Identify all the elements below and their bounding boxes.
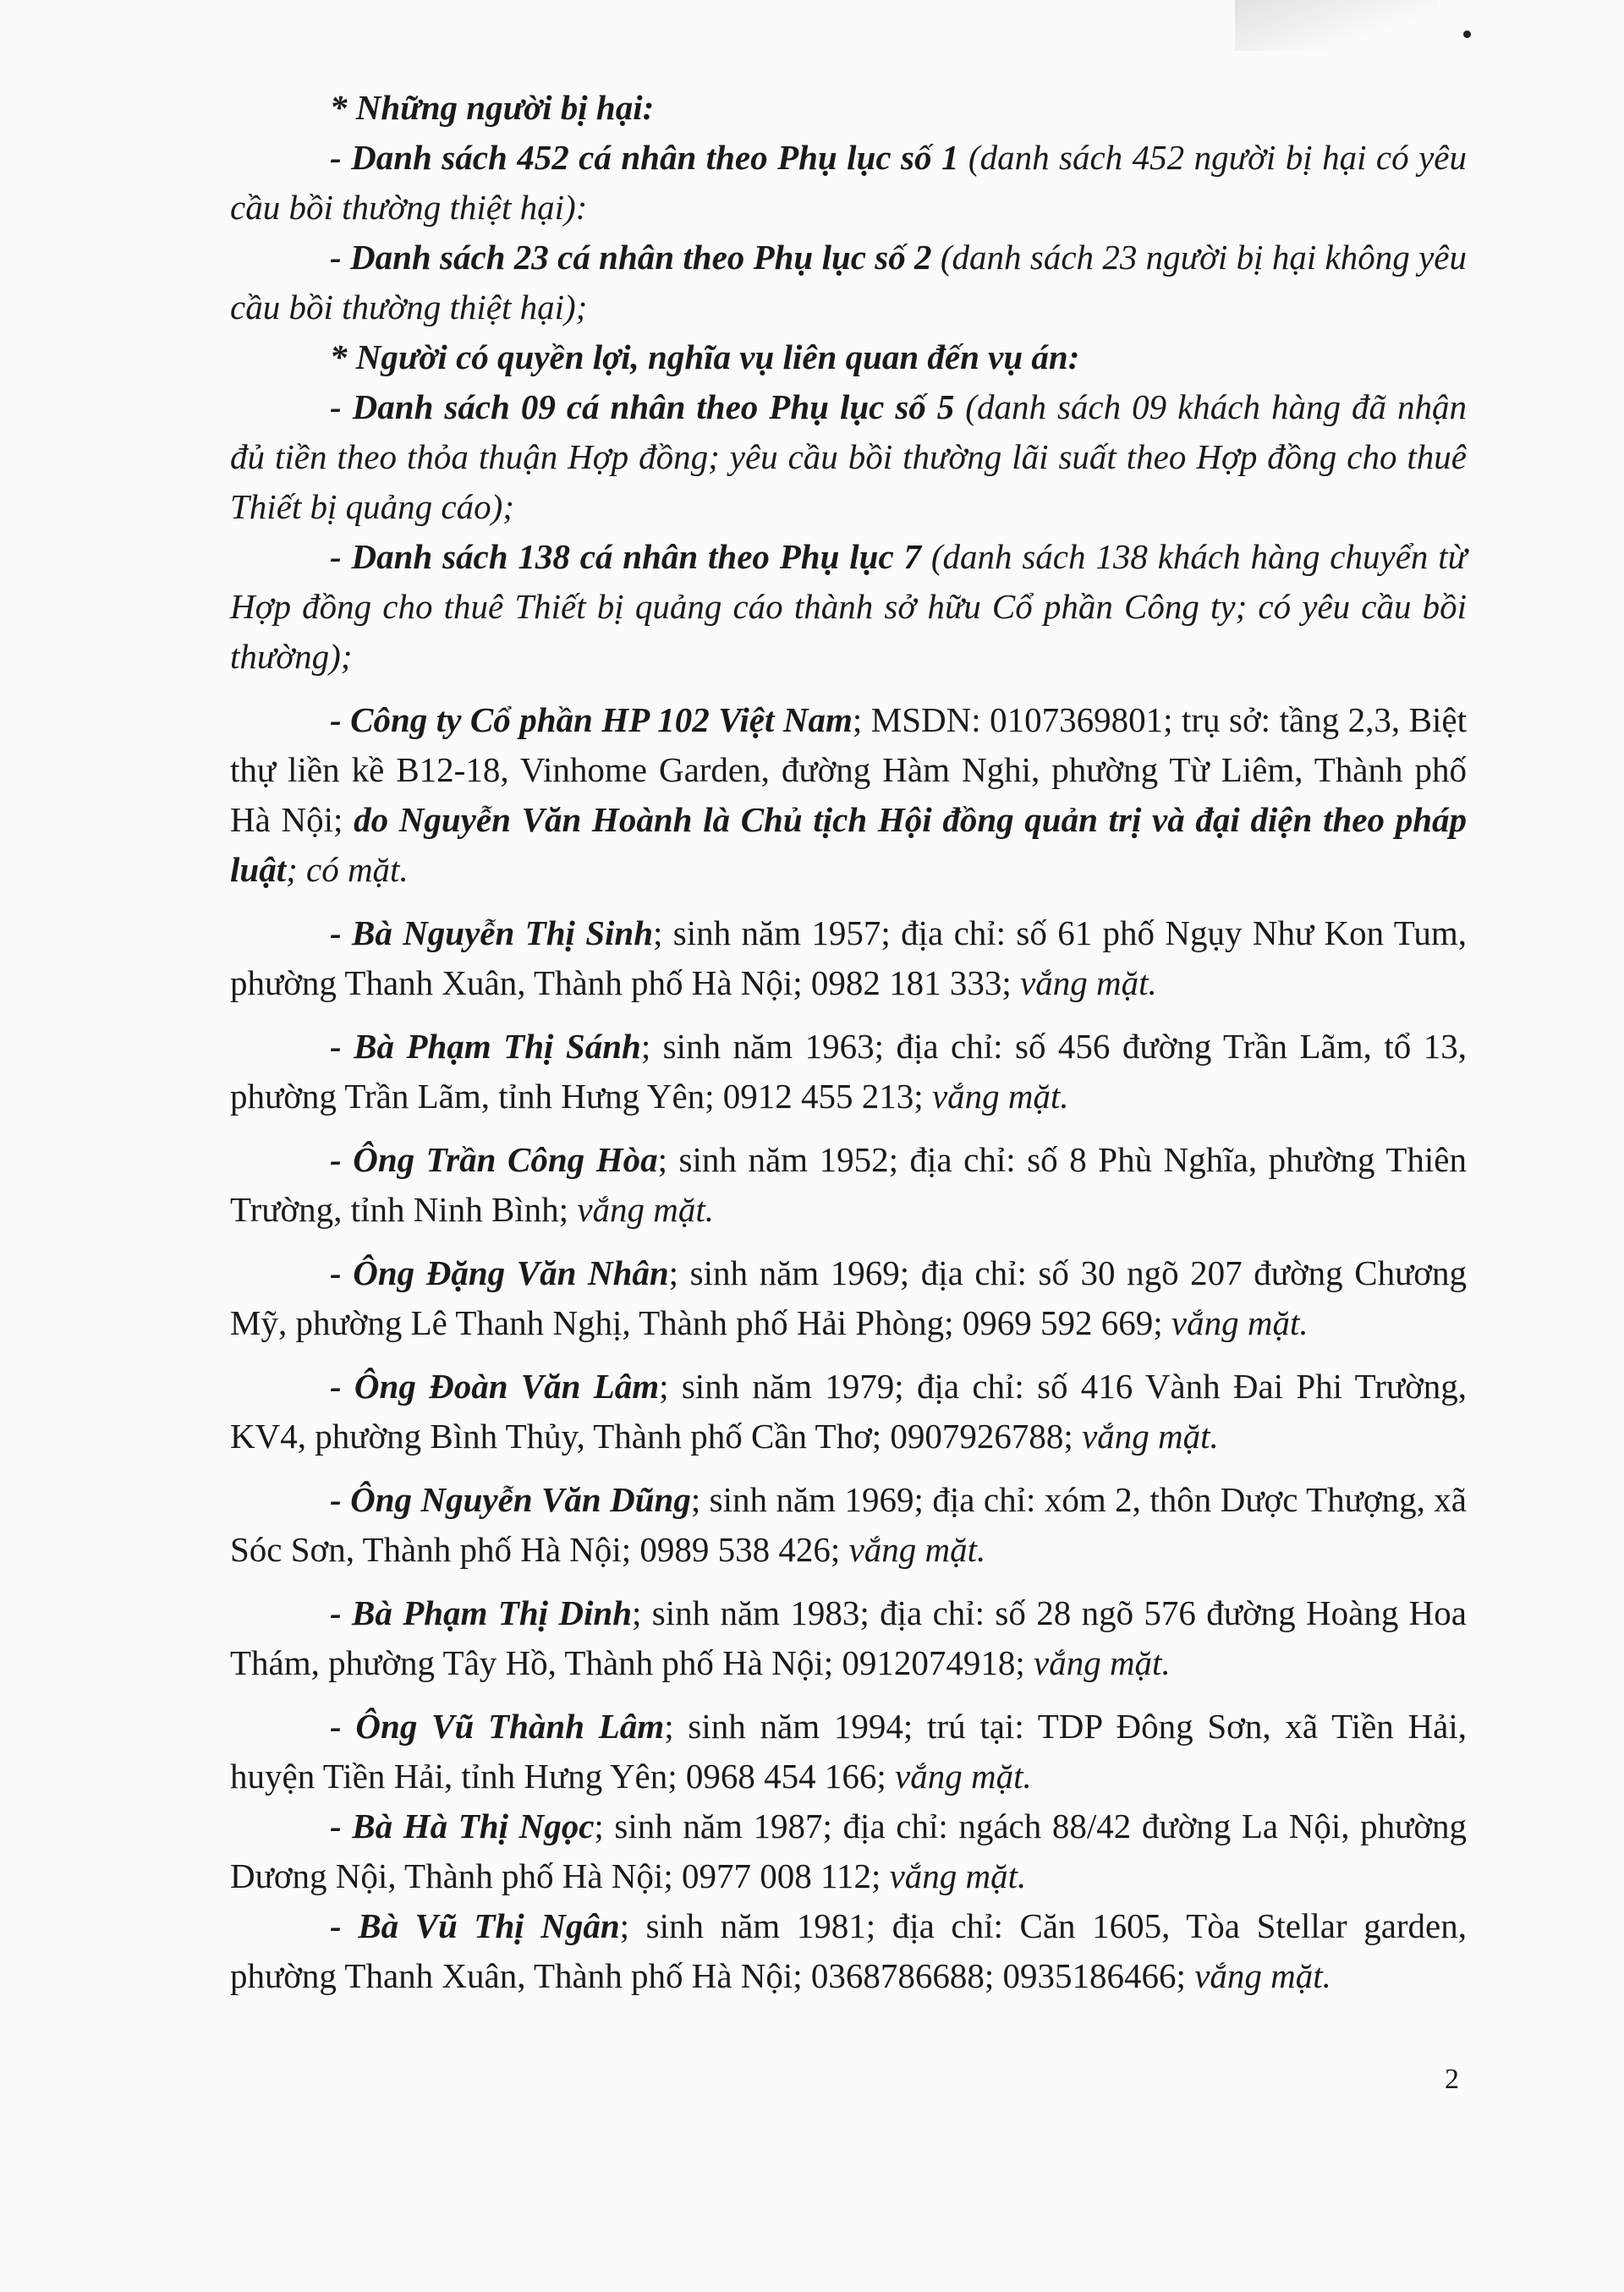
person-status: vắng mặt. [889,1856,1027,1895]
victims-item-2-desc: (danh sách 23 người bị hại không yêu cầu bồi thường thiệt hại); [230,238,1467,326]
victims-item-2-title: - Danh sách 23 cá nhân theo Phụ lục số 2 [330,238,932,277]
related-item-2-title: - Danh sách 138 cá nhân theo Phụ lục 7 [330,537,921,576]
person-status: vắng mặt. [848,1530,986,1569]
person-entry [230,1702,1467,1801]
person-status: vắng mặt. [895,1757,1032,1796]
person-status: vắng mặt. [1034,1643,1171,1682]
person-details: ; sinh năm 1979; địa chỉ: số 416 Vành Đai Phi Trường, KV4, phường Bình Thủy, Thành phố Cần Thơ; 0907926788; [230,1367,1468,1456]
related-item-2 [230,532,1467,682]
person-name: - Ông Trần Công Hòa [330,1140,658,1179]
person-details: ; sinh năm 1994; trú tại: TDP Đông Sơn, xã Tiền Hải, huyện Tiền Hải, tỉnh Hưng Yên; 0968 454 166; [230,1707,1467,1796]
person-name: - Bà Vũ Thị Ngân [330,1906,620,1945]
person-details: ; sinh năm 1957; địa chỉ: số 61 phố Ngụy Như Kon Tum, phường Thanh Xuân, Thành phố Hà Nội; 0982 181 333; [230,913,1467,1002]
person-entry [230,1588,1467,1688]
person-name: - Bà Phạm Thị Dinh [330,1593,632,1632]
company-name: - Công ty Cổ phần HP 102 Việt Nam [330,700,853,739]
person-name: - Ông Vũ Thành Lâm [330,1707,665,1746]
related-item-2-desc: (danh sách 138 khách hàng chuyển từ Hợp đồng cho thuê Thiết bị quảng cáo thành sở hữu Cổ phần Công ty; có yêu cầu bồi thường); [230,537,1467,676]
victims-item-1-desc: (danh sách 452 người bị hại có yêu cầu bồi thường thiệt hại): [230,138,1467,227]
person-entry [230,1022,1467,1121]
person-details: ; sinh năm 1969; địa chỉ: xóm 2, thôn Dược Thượng, xã Sóc Sơn, Thành phố Hà Nội; 0989 538 426; [230,1480,1467,1569]
person-details: ; sinh năm 1983; địa chỉ: số 28 ngõ 576 đường Hoàng Hoa Thám, phường Tây Hồ, Thành phố Hà Nội; 0912074918; [230,1593,1467,1682]
person-status: vắng mặt. [1082,1417,1219,1456]
person-entry [230,1801,1467,1901]
person-status: vắng mặt. [1171,1303,1309,1342]
person-entry [230,1475,1467,1575]
company-status: ; có mặt. [286,850,409,889]
scan-dot [1463,30,1471,38]
person-status: vắng mặt. [931,1077,1069,1116]
company-entry [230,695,1467,895]
victims-header: * Những người bị hại: [330,88,655,127]
person-details: ; sinh năm 1981; địa chỉ: Căn 1605, Tòa Stellar garden, phường Thanh Xuân, Thành phố Hà Nội; 0368786688; 0935186466; [230,1906,1467,1995]
company-details: ; MSDN: 0107369801; trụ sở: tầng 2,3, Biệt thự liền kề B12-18, Vinhome Garden, đường Hàm Nghi, phường Từ Liêm, Thành phố Hà Nội; [230,700,1467,839]
person-entry [230,1362,1467,1461]
person-entry [230,1901,1467,2001]
related-header: * Người có quyền lợi, nghĩa vụ liên quan đến vụ án: [330,337,1080,376]
person-name: - Ông Đoàn Văn Lâm [330,1367,660,1406]
company-representative: do Nguyễn Văn Hoành là Chủ tịch Hội đồng quản trị và đại diện theo pháp luật [230,800,1467,889]
person-name: - Bà Hà Thị Ngọc [330,1807,595,1845]
page-number: 2 [1445,2064,1459,2095]
scan-smudge [1235,0,1438,51]
person-entry [230,1135,1467,1235]
person-name: - Ông Nguyễn Văn Dũng [330,1480,691,1519]
document-body [230,83,1467,2001]
related-item-1-title: - Danh sách 09 cá nhân theo Phụ lục số 5 [330,387,955,426]
person-status: vắng mặt. [1194,1956,1331,1995]
person-entry [230,908,1467,1008]
victims-item-2 [230,233,1467,332]
person-details: ; sinh năm 1952; địa chỉ: số 8 Phù Nghĩa, phường Thiên Trường, tỉnh Ninh Bình; [230,1140,1467,1229]
person-status: vắng mặt. [1020,963,1157,1002]
person-details: ; sinh năm 1987; địa chỉ: ngách 88/42 đường La Nội, phường Dương Nội, Thành phố Hà Nội; 0977 008 112; [230,1807,1467,1895]
person-name: - Bà Phạm Thị Sánh [330,1027,641,1066]
person-entry [230,1248,1467,1348]
person-details: ; sinh năm 1963; địa chỉ: số 456 đường Trần Lãm, tổ 13, phường Trần Lãm, tỉnh Hưng Yên; 0912 455 213; [230,1027,1467,1116]
person-name: - Ông Đặng Văn Nhân [330,1253,669,1292]
person-status: vắng mặt. [577,1190,715,1229]
related-item-1 [230,382,1467,532]
victims-item-1-title: - Danh sách 452 cá nhân theo Phụ lục số 1 [330,138,959,177]
person-details: ; sinh năm 1969; địa chỉ: số 30 ngõ 207 đường Chương Mỹ, phường Lê Thanh Nghị, Thành phố Hải Phòng; 0969 592 669; [230,1253,1467,1342]
related-item-1-desc: (danh sách 09 khách hàng đã nhận đủ tiền theo thỏa thuận Hợp đồng; yêu cầu bồi thường lãi suất theo Hợp đồng cho thuê Thiết bị quảng cáo); [230,387,1467,526]
person-name: - Bà Nguyễn Thị Sinh [330,913,654,952]
victims-item-1 [230,133,1467,233]
